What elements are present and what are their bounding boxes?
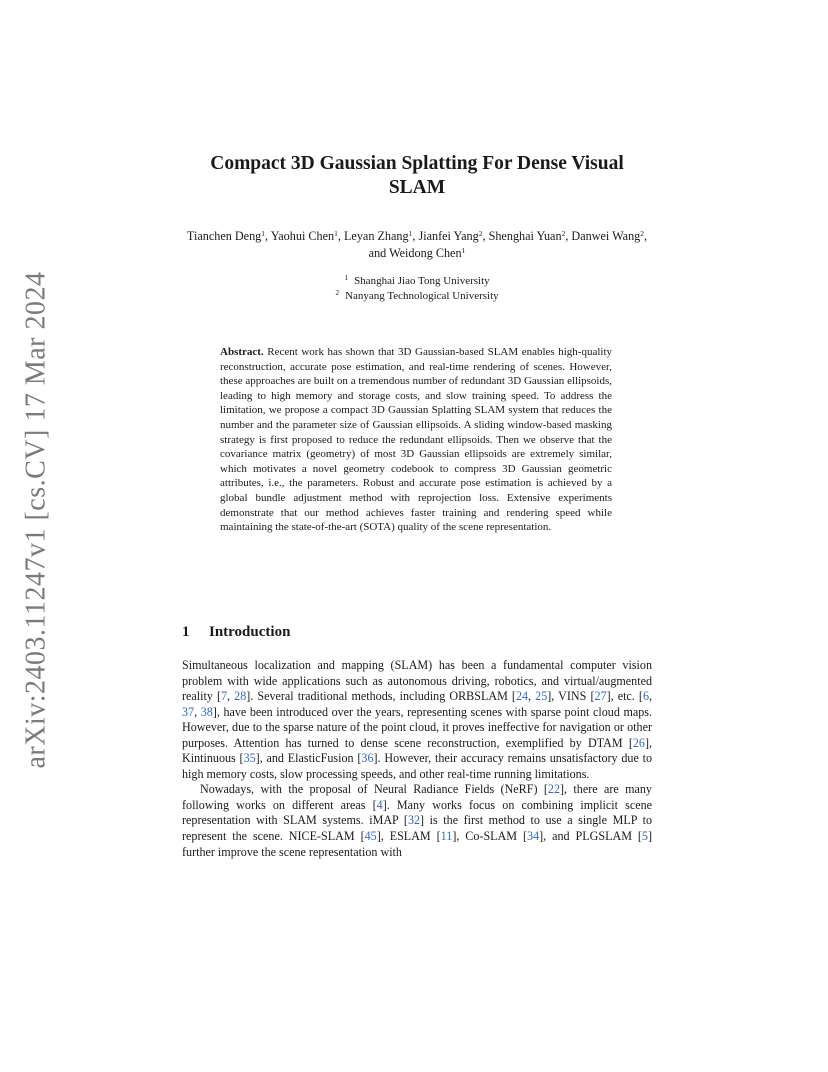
author-affiliation-mark: 1 xyxy=(261,229,266,238)
citation-link[interactable]: 7 xyxy=(221,689,228,704)
arxiv-identifier-stamp xyxy=(16,271,56,769)
author xyxy=(187,229,265,243)
affiliation-name: Nanyang Technological University xyxy=(345,290,499,302)
section-title: Introduction xyxy=(209,624,291,640)
citation-link[interactable]: 45 xyxy=(364,829,377,844)
author xyxy=(271,229,338,243)
citation-link[interactable]: 26 xyxy=(632,735,645,750)
citation-link[interactable]: 37 xyxy=(182,704,195,719)
citation-link[interactable]: 35 xyxy=(243,751,256,766)
citation-link[interactable]: 34 xyxy=(527,829,540,844)
author xyxy=(489,229,566,243)
author-name: Tianchen Deng xyxy=(186,229,262,243)
abstract-text: Recent work has shown that 3D Gaussian-based SLAM enables high-quality reconstruction, accurate pose estimation, and real-time rendering of scenes. However, these approaches are built on a tremendous number of redundant 3D Gaussian ellipsoids, leading to high memory and storage costs, and slow training speed. To address the limitation, we propose a compact 3D Gaussian Splatting SLAM system that reduces the number and the parameter size of Gaussian ellipsoids. A sliding window-based masking strategy is first proposed to reduce the redundant ellipsoids. Then we observe that the covariance matrix (geometry) of most 3D Gaussian ellipsoids are extremely similar, which motivates a novel geometry codebook to compress 3D Gaussian geometric attributes, i.e., the parameters. Robust and accurate pose estimation is achieved by a global bundle adjustment method with reprojection loss. Extensive experiments demonstrate that our method achieves faster training and rendering speed while maintaining the state-of-the-art (SOTA) quality of the scene representation. xyxy=(220,346,613,534)
author xyxy=(418,229,482,243)
author-affiliation-mark: 2 xyxy=(640,229,645,238)
author-affiliation-mark: 1 xyxy=(334,229,338,238)
paper-title: Compact 3D Gaussian Splatting For Dense Visual SLAM xyxy=(210,153,624,198)
citation-link[interactable]: 6 xyxy=(642,689,649,704)
author xyxy=(344,229,412,243)
author-affiliation-mark: 2 xyxy=(478,229,483,238)
citation-link[interactable]: 4 xyxy=(376,797,383,812)
section-heading-introduction xyxy=(182,624,290,641)
citation-link[interactable]: 28 xyxy=(234,689,247,704)
author-name: Yaohui Chen xyxy=(270,229,335,243)
author-name: Danwei Wang xyxy=(571,229,641,243)
author-name: Weidong Chen xyxy=(389,246,462,260)
arxiv-id-text: arXiv:2403.11247v1 [cs.CV] 17 Mar 2024 xyxy=(20,271,52,769)
affiliation-number: 1 xyxy=(344,273,349,282)
author-list: Tianchen Deng$^1$, Yaohui Chen$^1$, Leyan Zhang$^1$, Jianfei Yang$^2$, Shenghai Yuan$^2$, Danwei Wang$^2$, and Weidong Chen$^1$ xyxy=(186,229,648,260)
citation-link[interactable]: 25 xyxy=(535,689,548,704)
citation-link[interactable]: 11 xyxy=(440,829,453,844)
citation-link[interactable]: 38 xyxy=(200,704,213,719)
author-affiliation-mark: 1 xyxy=(408,229,413,238)
author xyxy=(571,229,644,243)
affiliation xyxy=(182,274,652,289)
affiliation-number: 2 xyxy=(335,288,340,297)
citation-link[interactable]: 5 xyxy=(641,829,648,844)
affiliation-name: Shanghai Jiao Tong University xyxy=(354,275,490,287)
citation-link[interactable]: 32 xyxy=(407,813,421,828)
paragraph: Nowadays, with the proposal of Neural Radiance Fields (NeRF) [22], there are many following works on different areas [4]. Many works focus on combining implicit scene representation with SLAM systems. iMAP [32] is the first method to use a single MLP to represent the scene. NICE-SLAM [45], ESLAM [11], Co-SLAM [34], and PLGSLAM [5] further improve the scene representation with xyxy=(182,782,653,859)
author xyxy=(389,246,465,260)
affiliation xyxy=(182,289,652,304)
author-name: Jianfei Yang xyxy=(418,229,479,243)
citation-link[interactable]: 36 xyxy=(361,751,374,766)
citation-link[interactable]: 27 xyxy=(594,689,607,704)
abstract-label: Abstract. xyxy=(220,346,264,358)
introduction-body xyxy=(182,658,652,860)
citation-link[interactable]: 24 xyxy=(515,689,529,704)
author-name: Leyan Zhang xyxy=(343,229,409,243)
affiliation-list xyxy=(182,274,652,304)
author-affiliation-mark: 1 xyxy=(461,246,466,255)
section-number: 1 xyxy=(182,624,190,640)
abstract xyxy=(220,345,612,535)
citation-link[interactable]: 22 xyxy=(547,782,560,797)
author-name: Shenghai Yuan xyxy=(488,229,562,243)
paragraph: Simultaneous localization and mapping (SLAM) has been a fundamental computer vision problem with wide applications such as autonomous driving, robotics, and virtual/augmented reality [7, 28]. Several traditional methods, including ORBSLAM [24, 25], VINS [27], etc. [6, 37, 38], have been introduced over the years, representing scenes with sparse point cloud maps. However, due to the sparse nature of the point cloud, it proves ineffective for navigation or other purposes. Attention has turned to dense scene reconstruction, exemplified by DTAM [26], Kintinuous [35], and ElasticFusion [36]. However, their accuracy remains unsatisfactory due to high memory costs, slow processing speeds, and other real-time running limitations. xyxy=(182,658,653,781)
author-affiliation-mark: 2 xyxy=(561,229,566,238)
